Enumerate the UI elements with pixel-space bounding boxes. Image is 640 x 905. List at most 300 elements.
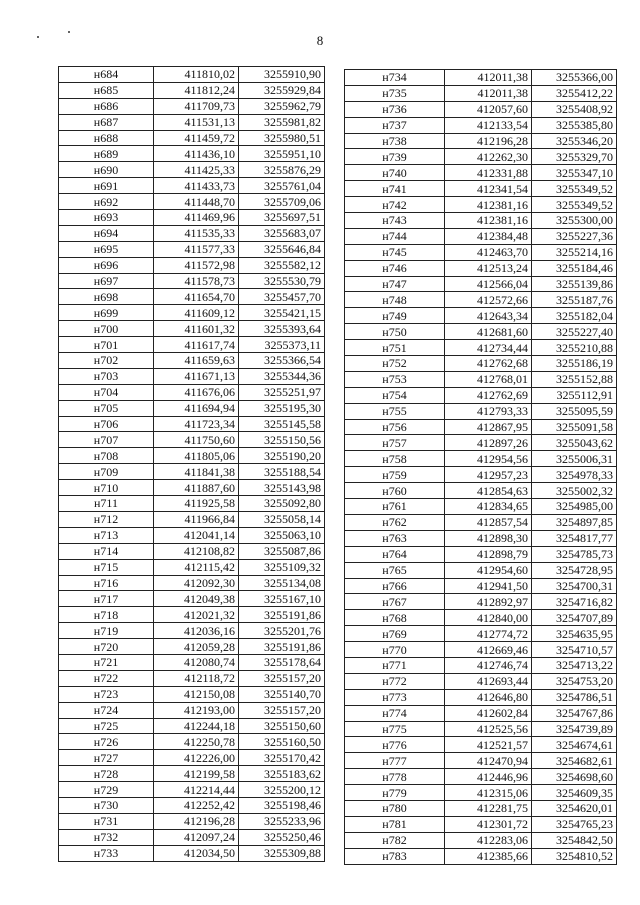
x-coordinate-cell: 411812,24 xyxy=(154,82,239,98)
point-id-cell: н719 xyxy=(59,623,154,639)
y-coordinate-cell: 3254700,31 xyxy=(532,578,617,594)
point-id-cell: н748 xyxy=(345,292,445,308)
table-row xyxy=(345,149,617,165)
table-row xyxy=(59,750,325,766)
table-row xyxy=(345,403,617,419)
point-id-cell: н760 xyxy=(345,483,445,499)
x-coordinate-cell: 411448,70 xyxy=(154,194,239,210)
table-row xyxy=(345,340,617,356)
point-id-cell: н712 xyxy=(59,511,154,527)
point-id-cell: н747 xyxy=(345,276,445,292)
table-row xyxy=(59,114,325,130)
table-row xyxy=(59,273,325,289)
x-coordinate-cell: 412193,00 xyxy=(154,702,239,718)
x-coordinate-cell: 412954,56 xyxy=(445,451,532,467)
x-coordinate-cell: 411535,33 xyxy=(154,225,239,241)
y-coordinate-cell: 3255160,50 xyxy=(239,734,325,750)
table-row xyxy=(59,511,325,527)
x-coordinate-cell: 412470,94 xyxy=(445,753,532,769)
y-coordinate-cell: 3255002,32 xyxy=(532,483,617,499)
y-coordinate-cell: 3254767,86 xyxy=(532,705,617,721)
y-coordinate-cell: 3255188,54 xyxy=(239,464,325,480)
y-coordinate-cell: 3254765,23 xyxy=(532,816,617,832)
table-row xyxy=(345,213,617,229)
x-coordinate-cell: 412199,58 xyxy=(154,766,239,782)
table-row xyxy=(345,181,617,197)
table-row xyxy=(345,197,617,213)
y-coordinate-cell: 3255227,36 xyxy=(532,228,617,244)
point-id-cell: н697 xyxy=(59,273,154,289)
point-id-cell: н692 xyxy=(59,194,154,210)
table-row xyxy=(345,292,617,308)
y-coordinate-cell: 3255214,16 xyxy=(532,244,617,260)
x-coordinate-cell: 412854,63 xyxy=(445,483,532,499)
y-coordinate-cell: 3254985,00 xyxy=(532,499,617,515)
y-coordinate-cell: 3255157,20 xyxy=(239,702,325,718)
y-coordinate-cell: 3255393,64 xyxy=(239,321,325,337)
point-id-cell: н705 xyxy=(59,400,154,416)
x-coordinate-cell: 411676,06 xyxy=(154,384,239,400)
y-coordinate-cell: 3254710,57 xyxy=(532,642,617,658)
y-coordinate-cell: 3255112,91 xyxy=(532,387,617,403)
y-coordinate-cell: 3255006,31 xyxy=(532,451,617,467)
table-row xyxy=(345,483,617,499)
x-coordinate-cell: 411572,98 xyxy=(154,257,239,273)
y-coordinate-cell: 3255058,14 xyxy=(239,511,325,527)
point-id-cell: н713 xyxy=(59,527,154,543)
table-row xyxy=(345,832,617,848)
point-id-cell: н724 xyxy=(59,702,154,718)
table-row xyxy=(345,371,617,387)
table-row xyxy=(59,782,325,798)
x-coordinate-cell: 412768,01 xyxy=(445,371,532,387)
x-coordinate-cell: 412034,50 xyxy=(154,845,239,861)
x-coordinate-cell: 411609,12 xyxy=(154,305,239,321)
y-coordinate-cell: 3255709,06 xyxy=(239,194,325,210)
table-row xyxy=(59,654,325,670)
y-coordinate-cell: 3255227,40 xyxy=(532,324,617,340)
x-coordinate-cell: 411601,32 xyxy=(154,321,239,337)
table-row xyxy=(345,800,617,816)
point-id-cell: н726 xyxy=(59,734,154,750)
point-id-cell: н772 xyxy=(345,673,445,689)
table-row xyxy=(345,848,617,864)
x-coordinate-cell: 411659,63 xyxy=(154,353,239,369)
point-id-cell: н694 xyxy=(59,225,154,241)
y-coordinate-cell: 3255167,10 xyxy=(239,591,325,607)
point-id-cell: н691 xyxy=(59,178,154,194)
point-id-cell: н736 xyxy=(345,101,445,117)
y-coordinate-cell: 3255929,84 xyxy=(239,82,325,98)
point-id-cell: н731 xyxy=(59,813,154,829)
x-coordinate-cell: 411469,96 xyxy=(154,210,239,226)
table-row xyxy=(59,130,325,146)
x-coordinate-cell: 412244,18 xyxy=(154,718,239,734)
y-coordinate-cell: 3254716,82 xyxy=(532,594,617,610)
x-coordinate-cell: 412059,28 xyxy=(154,639,239,655)
point-id-cell: н743 xyxy=(345,213,445,229)
x-coordinate-cell: 412315,06 xyxy=(445,785,532,801)
point-id-cell: н706 xyxy=(59,416,154,432)
point-id-cell: н767 xyxy=(345,594,445,610)
point-id-cell: н759 xyxy=(345,467,445,483)
point-id-cell: н777 xyxy=(345,753,445,769)
x-coordinate-cell: 412301,72 xyxy=(445,816,532,832)
table-row xyxy=(345,673,617,689)
x-coordinate-cell: 412011,38 xyxy=(445,70,532,86)
point-id-cell: н740 xyxy=(345,165,445,181)
table-row xyxy=(345,228,617,244)
x-coordinate-cell: 412036,16 xyxy=(154,623,239,639)
y-coordinate-cell: 3255373,11 xyxy=(239,337,325,353)
point-id-cell: н753 xyxy=(345,371,445,387)
point-id-cell: н722 xyxy=(59,670,154,686)
table-row xyxy=(345,419,617,435)
point-id-cell: н782 xyxy=(345,832,445,848)
table-row xyxy=(59,813,325,829)
y-coordinate-cell: 3255344,36 xyxy=(239,368,325,384)
table-row xyxy=(345,721,617,737)
table-row xyxy=(59,194,325,210)
point-id-cell: н737 xyxy=(345,117,445,133)
point-id-cell: н707 xyxy=(59,432,154,448)
y-coordinate-cell: 3255087,86 xyxy=(239,543,325,559)
table-row xyxy=(59,67,325,83)
y-coordinate-cell: 3255683,07 xyxy=(239,225,325,241)
table-row xyxy=(59,829,325,845)
x-coordinate-cell: 412954,60 xyxy=(445,562,532,578)
point-id-cell: н689 xyxy=(59,146,154,162)
y-coordinate-cell: 3255876,29 xyxy=(239,162,325,178)
y-coordinate-cell: 3255134,08 xyxy=(239,575,325,591)
table-row xyxy=(59,384,325,400)
y-coordinate-cell: 3255195,30 xyxy=(239,400,325,416)
y-coordinate-cell: 3254713,22 xyxy=(532,657,617,673)
x-coordinate-cell: 412857,54 xyxy=(445,514,532,530)
point-id-cell: н755 xyxy=(345,403,445,419)
y-coordinate-cell: 3254728,95 xyxy=(532,562,617,578)
table-row xyxy=(59,146,325,162)
table-row xyxy=(345,546,617,562)
table-row xyxy=(345,657,617,673)
y-coordinate-cell: 3255043,62 xyxy=(532,435,617,451)
y-coordinate-cell: 3254786,51 xyxy=(532,689,617,705)
table-row xyxy=(59,432,325,448)
x-coordinate-cell: 412513,24 xyxy=(445,260,532,276)
x-coordinate-cell: 412041,14 xyxy=(154,527,239,543)
x-coordinate-cell: 412892,97 xyxy=(445,594,532,610)
point-id-cell: н720 xyxy=(59,639,154,655)
table-row xyxy=(59,337,325,353)
table-row xyxy=(59,416,325,432)
point-id-cell: н699 xyxy=(59,305,154,321)
y-coordinate-cell: 3254682,61 xyxy=(532,753,617,769)
y-coordinate-cell: 3255250,46 xyxy=(239,829,325,845)
point-id-cell: н764 xyxy=(345,546,445,562)
point-id-cell: н735 xyxy=(345,85,445,101)
y-coordinate-cell: 3255184,46 xyxy=(532,260,617,276)
x-coordinate-cell: 411966,84 xyxy=(154,511,239,527)
point-id-cell: н728 xyxy=(59,766,154,782)
point-id-cell: н744 xyxy=(345,228,445,244)
point-id-cell: н698 xyxy=(59,289,154,305)
table-row xyxy=(345,785,617,801)
y-coordinate-cell: 3255962,79 xyxy=(239,98,325,114)
y-coordinate-cell: 3254609,35 xyxy=(532,785,617,801)
y-coordinate-cell: 3255646,84 xyxy=(239,241,325,257)
table-row xyxy=(345,451,617,467)
table-row xyxy=(59,353,325,369)
point-id-cell: н765 xyxy=(345,562,445,578)
point-id-cell: н684 xyxy=(59,67,154,83)
table-row xyxy=(59,527,325,543)
y-coordinate-cell: 3255309,88 xyxy=(239,845,325,861)
y-coordinate-cell: 3255186,19 xyxy=(532,356,617,372)
point-id-cell: н732 xyxy=(59,829,154,845)
table-row xyxy=(345,562,617,578)
y-coordinate-cell: 3255139,86 xyxy=(532,276,617,292)
point-id-cell: н702 xyxy=(59,353,154,369)
x-coordinate-cell: 411805,06 xyxy=(154,448,239,464)
x-coordinate-cell: 412602,84 xyxy=(445,705,532,721)
x-coordinate-cell: 412898,79 xyxy=(445,546,532,562)
point-id-cell: н729 xyxy=(59,782,154,798)
x-coordinate-cell: 412525,56 xyxy=(445,721,532,737)
table-row xyxy=(59,591,325,607)
x-coordinate-cell: 412108,82 xyxy=(154,543,239,559)
point-id-cell: н716 xyxy=(59,575,154,591)
point-id-cell: н693 xyxy=(59,210,154,226)
y-coordinate-cell: 3254785,73 xyxy=(532,546,617,562)
table-row xyxy=(345,308,617,324)
x-coordinate-cell: 412897,26 xyxy=(445,435,532,451)
point-id-cell: н769 xyxy=(345,626,445,642)
y-coordinate-cell: 3254620,01 xyxy=(532,800,617,816)
y-coordinate-cell: 3255091,58 xyxy=(532,419,617,435)
x-coordinate-cell: 412840,00 xyxy=(445,610,532,626)
y-coordinate-cell: 3255761,04 xyxy=(239,178,325,194)
point-id-cell: н704 xyxy=(59,384,154,400)
x-coordinate-cell: 412262,30 xyxy=(445,149,532,165)
x-coordinate-cell: 412793,33 xyxy=(445,403,532,419)
y-coordinate-cell: 3255412,22 xyxy=(532,85,617,101)
point-id-cell: н696 xyxy=(59,257,154,273)
point-id-cell: н711 xyxy=(59,496,154,512)
x-coordinate-cell: 412283,06 xyxy=(445,832,532,848)
x-coordinate-cell: 412385,66 xyxy=(445,848,532,864)
x-coordinate-cell: 412281,75 xyxy=(445,800,532,816)
y-coordinate-cell: 3255140,70 xyxy=(239,686,325,702)
point-id-cell: н766 xyxy=(345,578,445,594)
y-coordinate-cell: 3255191,86 xyxy=(239,607,325,623)
y-coordinate-cell: 3255145,58 xyxy=(239,416,325,432)
x-coordinate-cell: 411709,73 xyxy=(154,98,239,114)
table-row xyxy=(345,133,617,149)
table-row xyxy=(345,117,617,133)
point-id-cell: н739 xyxy=(345,149,445,165)
point-id-cell: н778 xyxy=(345,769,445,785)
point-id-cell: н723 xyxy=(59,686,154,702)
y-coordinate-cell: 3255910,90 xyxy=(239,67,325,83)
point-id-cell: н714 xyxy=(59,543,154,559)
x-coordinate-cell: 411723,34 xyxy=(154,416,239,432)
x-coordinate-cell: 412011,38 xyxy=(445,85,532,101)
table-row xyxy=(59,210,325,226)
point-id-cell: н750 xyxy=(345,324,445,340)
x-coordinate-cell: 411654,70 xyxy=(154,289,239,305)
y-coordinate-cell: 3254897,85 xyxy=(532,514,617,530)
point-id-cell: н757 xyxy=(345,435,445,451)
coordinates-table-left xyxy=(58,66,325,862)
point-id-cell: н710 xyxy=(59,480,154,496)
table-row xyxy=(345,626,617,642)
point-id-cell: н752 xyxy=(345,356,445,372)
x-coordinate-cell: 411887,60 xyxy=(154,480,239,496)
table-row xyxy=(59,464,325,480)
point-id-cell: н771 xyxy=(345,657,445,673)
table-row xyxy=(345,594,617,610)
y-coordinate-cell: 3255143,98 xyxy=(239,480,325,496)
x-coordinate-cell: 412572,66 xyxy=(445,292,532,308)
y-coordinate-cell: 3254739,89 xyxy=(532,721,617,737)
table-row xyxy=(59,98,325,114)
point-id-cell: н700 xyxy=(59,321,154,337)
x-coordinate-cell: 412898,30 xyxy=(445,530,532,546)
x-coordinate-cell: 412133,54 xyxy=(445,117,532,133)
table-row xyxy=(345,578,617,594)
point-id-cell: н773 xyxy=(345,689,445,705)
table-row xyxy=(59,575,325,591)
y-coordinate-cell: 3254698,60 xyxy=(532,769,617,785)
table-row xyxy=(59,82,325,98)
point-id-cell: н717 xyxy=(59,591,154,607)
point-id-cell: н768 xyxy=(345,610,445,626)
table-row xyxy=(345,737,617,753)
y-coordinate-cell: 3254674,61 xyxy=(532,737,617,753)
point-id-cell: н761 xyxy=(345,499,445,515)
x-coordinate-cell: 411841,38 xyxy=(154,464,239,480)
y-coordinate-cell: 3255150,60 xyxy=(239,718,325,734)
table-row xyxy=(345,165,617,181)
table-row xyxy=(59,257,325,273)
y-coordinate-cell: 3255233,96 xyxy=(239,813,325,829)
table-row xyxy=(59,559,325,575)
point-id-cell: н718 xyxy=(59,607,154,623)
x-coordinate-cell: 412746,74 xyxy=(445,657,532,673)
y-coordinate-cell: 3255385,80 xyxy=(532,117,617,133)
table-row xyxy=(345,705,617,721)
y-coordinate-cell: 3254842,50 xyxy=(532,832,617,848)
y-coordinate-cell: 3255981,82 xyxy=(239,114,325,130)
point-id-cell: н703 xyxy=(59,368,154,384)
table-row xyxy=(59,639,325,655)
y-coordinate-cell: 3254707,89 xyxy=(532,610,617,626)
x-coordinate-cell: 412341,54 xyxy=(445,181,532,197)
point-id-cell: н741 xyxy=(345,181,445,197)
y-coordinate-cell: 3255408,92 xyxy=(532,101,617,117)
y-coordinate-cell: 3255182,04 xyxy=(532,308,617,324)
x-coordinate-cell: 412941,50 xyxy=(445,578,532,594)
x-coordinate-cell: 411459,72 xyxy=(154,130,239,146)
x-coordinate-cell: 412762,68 xyxy=(445,356,532,372)
x-coordinate-cell: 412646,80 xyxy=(445,689,532,705)
y-coordinate-cell: 3255251,97 xyxy=(239,384,325,400)
table-row xyxy=(345,260,617,276)
x-coordinate-cell: 411436,10 xyxy=(154,146,239,162)
y-coordinate-cell: 3254753,20 xyxy=(532,673,617,689)
x-coordinate-cell: 411810,02 xyxy=(154,67,239,83)
table-row xyxy=(59,225,325,241)
table-row xyxy=(59,368,325,384)
table-row xyxy=(345,689,617,705)
table-row xyxy=(59,607,325,623)
point-id-cell: н758 xyxy=(345,451,445,467)
table-row xyxy=(59,321,325,337)
point-id-cell: н690 xyxy=(59,162,154,178)
table-row xyxy=(59,845,325,861)
x-coordinate-cell: 411750,60 xyxy=(154,432,239,448)
point-id-cell: н738 xyxy=(345,133,445,149)
point-id-cell: н708 xyxy=(59,448,154,464)
y-coordinate-cell: 3255346,20 xyxy=(532,133,617,149)
table-row xyxy=(345,244,617,260)
point-id-cell: н685 xyxy=(59,82,154,98)
point-id-cell: н751 xyxy=(345,340,445,356)
point-id-cell: н749 xyxy=(345,308,445,324)
x-coordinate-cell: 412049,38 xyxy=(154,591,239,607)
table-row xyxy=(59,289,325,305)
x-coordinate-cell: 411433,73 xyxy=(154,178,239,194)
y-coordinate-cell: 3255191,86 xyxy=(239,639,325,655)
x-coordinate-cell: 412693,44 xyxy=(445,673,532,689)
x-coordinate-cell: 412681,60 xyxy=(445,324,532,340)
table-row xyxy=(345,769,617,785)
page-number: 8 xyxy=(316,33,324,48)
y-coordinate-cell: 3255200,12 xyxy=(239,782,325,798)
x-coordinate-cell: 411531,13 xyxy=(154,114,239,130)
table-row xyxy=(345,387,617,403)
x-coordinate-cell: 412381,16 xyxy=(445,213,532,229)
point-id-cell: н762 xyxy=(345,514,445,530)
y-coordinate-cell: 3255150,56 xyxy=(239,432,325,448)
y-coordinate-cell: 3254978,33 xyxy=(532,467,617,483)
x-coordinate-cell: 411617,74 xyxy=(154,337,239,353)
x-coordinate-cell: 411925,58 xyxy=(154,496,239,512)
x-coordinate-cell: 411671,13 xyxy=(154,368,239,384)
x-coordinate-cell: 411425,33 xyxy=(154,162,239,178)
coordinates-table-right xyxy=(344,69,617,865)
x-coordinate-cell: 412080,74 xyxy=(154,654,239,670)
y-coordinate-cell: 3255201,76 xyxy=(239,623,325,639)
x-coordinate-cell: 412092,30 xyxy=(154,575,239,591)
x-coordinate-cell: 412669,46 xyxy=(445,642,532,658)
table-row xyxy=(345,610,617,626)
point-id-cell: н688 xyxy=(59,130,154,146)
point-id-cell: н715 xyxy=(59,559,154,575)
x-coordinate-cell: 412774,72 xyxy=(445,626,532,642)
table-row xyxy=(59,241,325,257)
table-row xyxy=(345,324,617,340)
point-id-cell: н686 xyxy=(59,98,154,114)
x-coordinate-cell: 412196,28 xyxy=(154,813,239,829)
table-row xyxy=(345,356,617,372)
y-coordinate-cell: 3255092,80 xyxy=(239,496,325,512)
point-id-cell: н770 xyxy=(345,642,445,658)
table-row xyxy=(345,499,617,515)
y-coordinate-cell: 3255178,64 xyxy=(239,654,325,670)
y-coordinate-cell: 3255697,51 xyxy=(239,210,325,226)
y-coordinate-cell: 3255329,70 xyxy=(532,149,617,165)
